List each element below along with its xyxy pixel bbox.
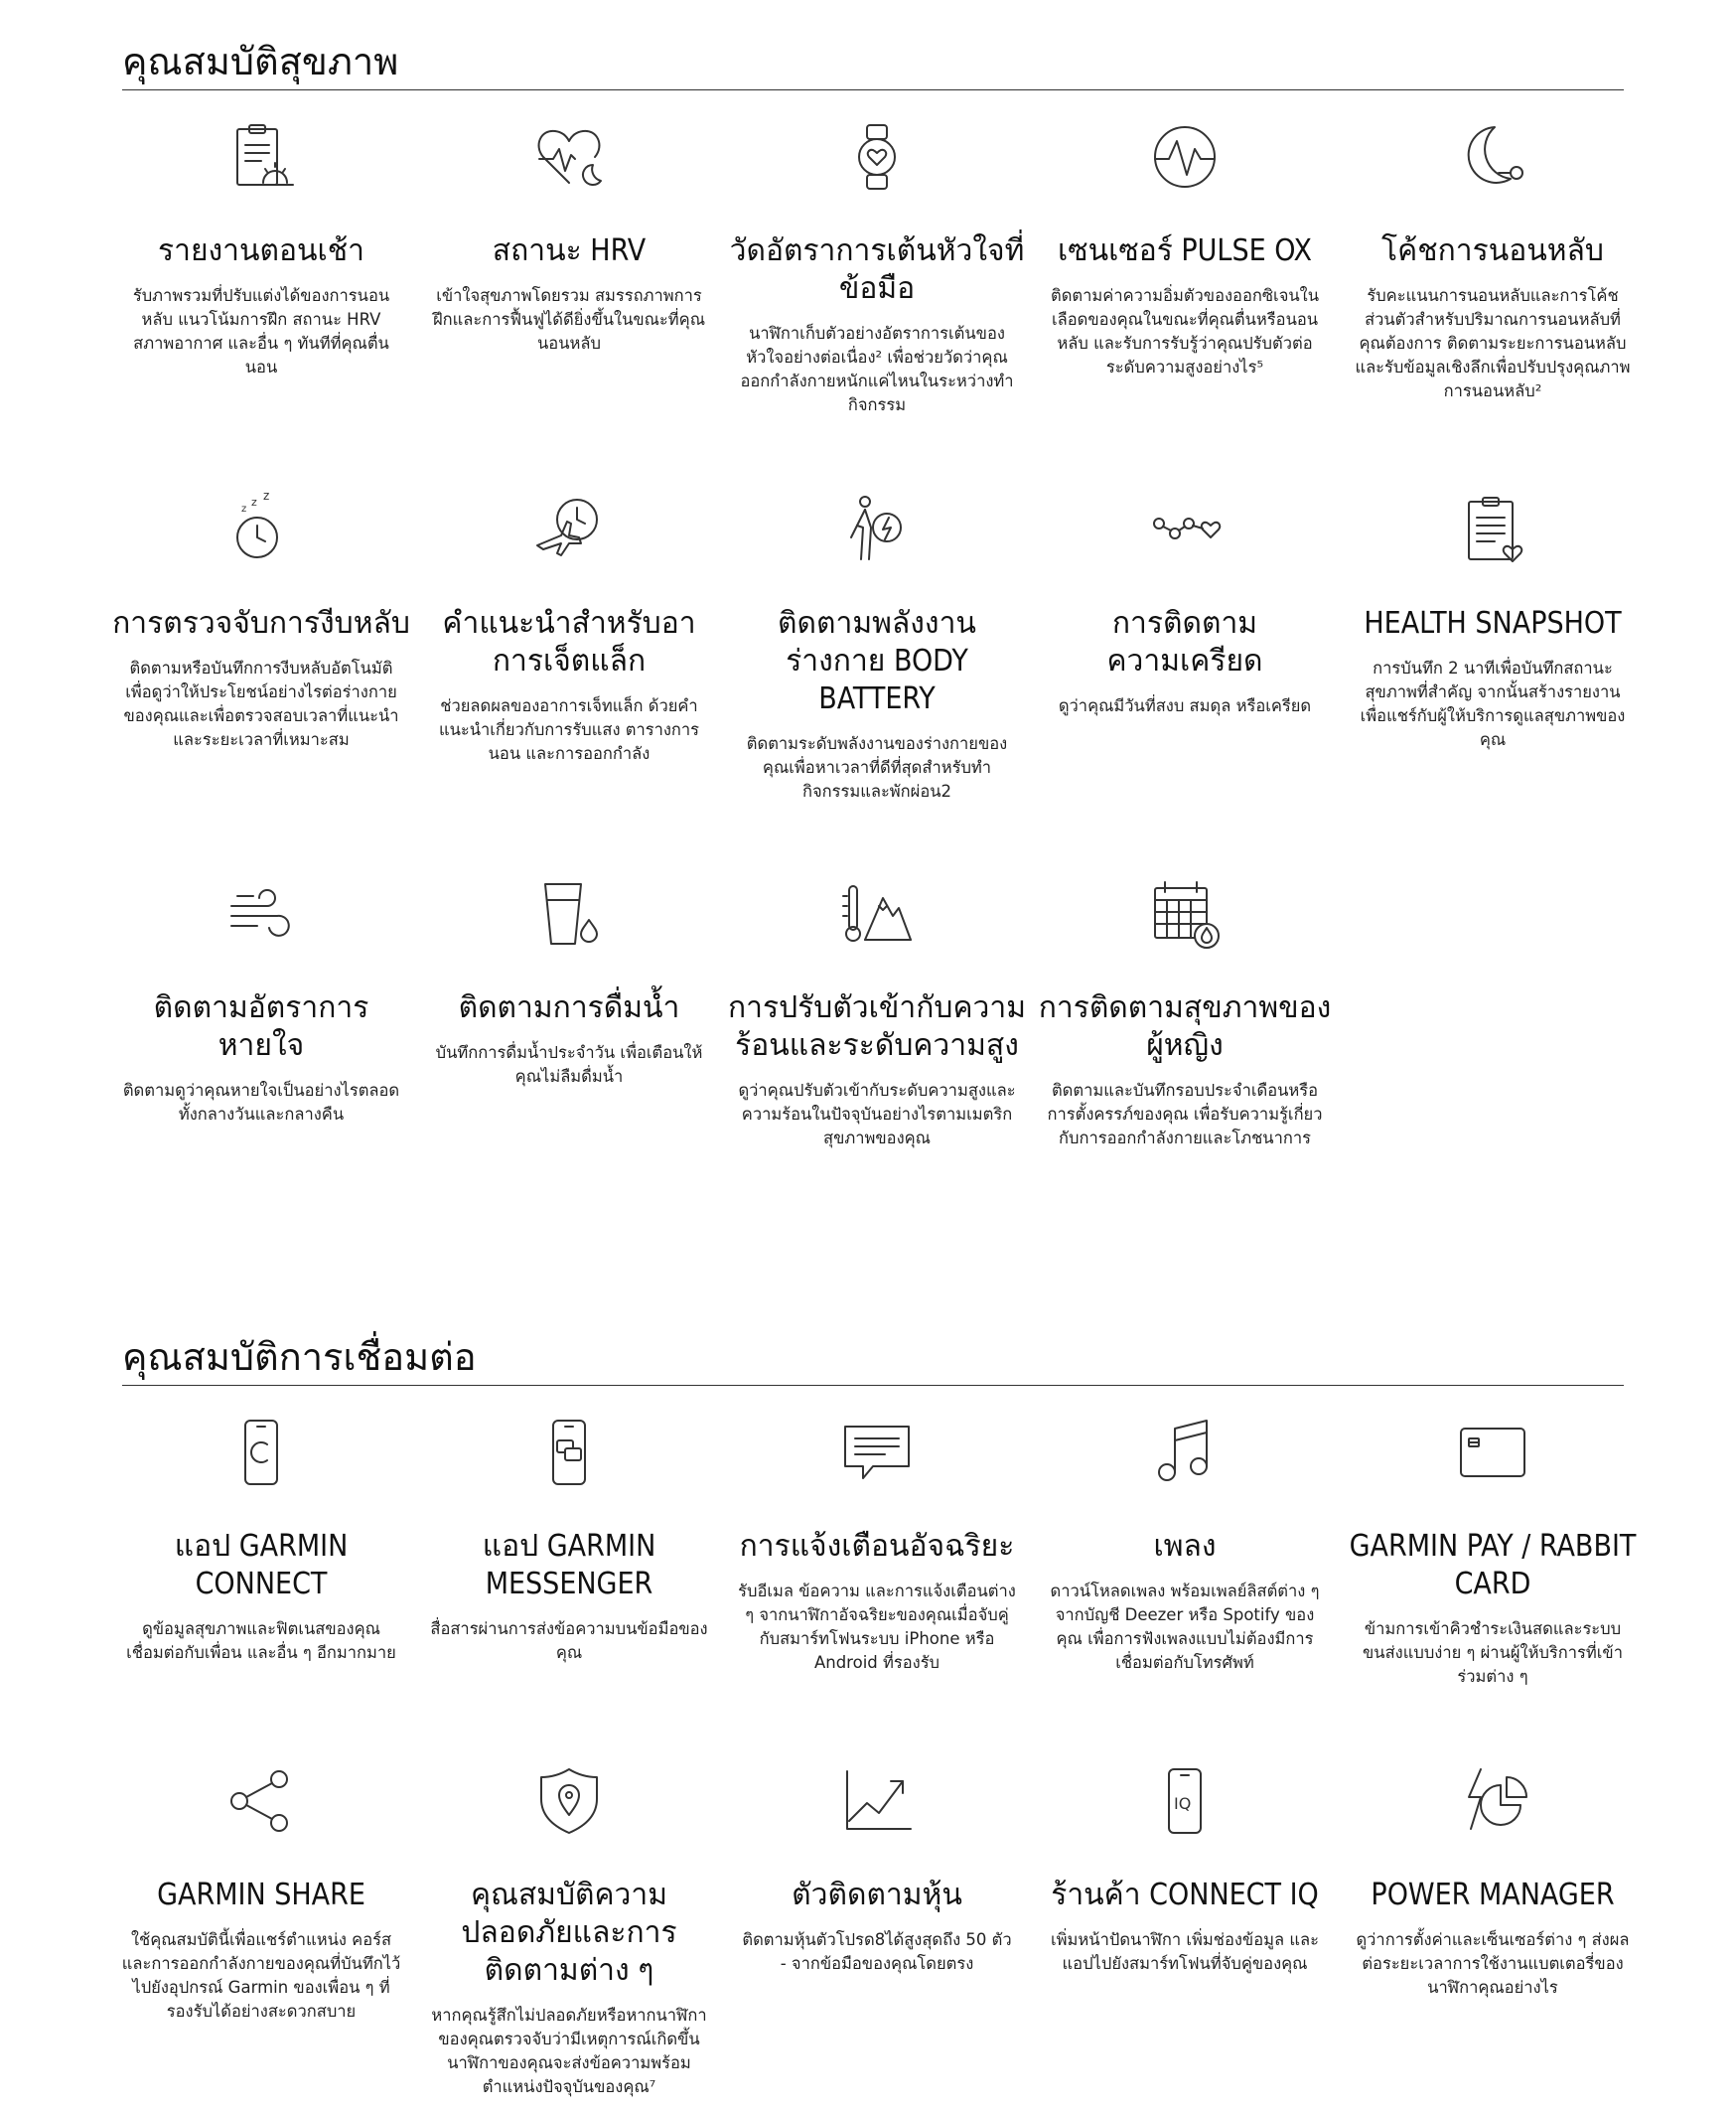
feature-description: ใช้คุณสมบัตินี้เพื่อแชร์ตำแหน่ง คอร์สและการออกกำลังกายของคุณที่บันทึกไว้ไปยังอุปกรณ์ Garmin ของเพื่อน ๆ ที่รองรับได้อย่างสะดวกสบาย — [121, 1930, 401, 2021]
feature-description: เพิ่มหน้าปัดนาฬิกา เพิ่มช่องข้อมูล และแอปไปยังสมาร์ทโฟนที่จับคู่ของคุณ — [1051, 1930, 1319, 1973]
feature-description: ข้ามการเข้าคิวชำระเงินสดและระบบขนส่งแบบง่าย ๆ ผ่านผู้ให้บริการที่เข้าร่วมต่าง ๆ — [1363, 1619, 1623, 1686]
feature-description: ติดตามระดับพลังงานของร่างกายของคุณเพื่อหาเวลาที่ดีที่สุดสำหรับทำกิจกรรมและพักผ่อน2 — [746, 734, 1008, 801]
feature-title: การแจ้งเตือนอัจฉริยะ — [739, 1529, 1015, 1564]
feature-title: ติดตามอัตราการหายใจ — [153, 990, 369, 1063]
feature-title: คุณสมบัติความปลอดภัยและการติดตามต่าง ๆ — [461, 1878, 677, 1988]
feature-smart-notifications — [728, 1415, 1026, 1675]
svg-text:z: z — [251, 496, 257, 509]
feature-garmin-connect-app — [112, 1415, 410, 1665]
feature-description: รับภาพรวมที่ปรับแต่งได้ของการนอนหลับ แนวโน้มการฝึก สถานะ HRV สภาพอากาศ และอื่น ๆ ทันทีที่คุณตื่นนอน — [132, 286, 390, 377]
feature-title: การตรวจจับการงีบหลับ — [112, 606, 410, 641]
feature-title: GARMIN PAY / RABBIT CARD — [1349, 1529, 1637, 1601]
connectivity-features-grid — [112, 0, 1642, 2114]
feature-title: POWER MANAGER — [1371, 1878, 1615, 1912]
feature-description: ดาวน์โหลดเพลง พร้อมเพลย์ลิสต์ต่าง ๆ จากบัญชี Deezer หรือ Spotify ของคุณ เพื่อการฟังเพลงแบบไม่ต้องมีการเชื่อมต่อกับโทรศัพท์ — [1050, 1582, 1320, 1672]
phone-connect-icon — [223, 1415, 299, 1490]
stock-chart-icon — [839, 1763, 915, 1839]
feature-garmin-share — [112, 1763, 410, 2024]
feature-description: รับอีเมล ข้อความ และการแจ้งเตือนต่าง ๆ จากนาฬิกาอัจฉริยะของคุณเมื่อจับคู่กับสมาร์ทโฟนระบบ iPhone หรือ Android ที่รองรับ — [738, 1582, 1016, 1672]
feature-title: คำแนะนำสำหรับอาการเจ็ตแล็ก — [442, 606, 696, 679]
feature-description: เข้าใจสุขภาพโดยรวม สมรรถภาพการฝึกและการฟื้นฟูได้ดียิ่งขึ้นในขณะที่คุณนอนหลับ — [432, 286, 706, 353]
feature-description: ติดตามค่าความอิ่มตัวของออกซิเจนในเลือดของคุณในขณะที่คุณตื่นหรือนอนหลับ และรับการรับรู้ว่าคุณปรับตัวต่อระดับความสูงอย่างไร⁵ — [1051, 286, 1319, 377]
svg-text:z: z — [263, 492, 270, 503]
feature-description: สื่อสารผ่านการส่งข้อความบนข้อมือของคุณ — [430, 1619, 708, 1662]
health-section-title: คุณสมบัติสุขภาพ — [122, 36, 1624, 90]
feature-description: นาฬิกาเก็บตัวอย่างอัตราการเต้นของหัวใจอย่างต่อเนื่อง² เพื่อช่วยวัดว่าคุณออกกำลังกายหนักแค่ไหนในระหว่างทำกิจกรรม — [740, 324, 1014, 414]
feature-title: โค้ชการนอนหลับ — [1381, 233, 1604, 268]
feature-title: HEALTH SNAPSHOT — [1364, 606, 1622, 641]
svg-text:z: z — [241, 504, 247, 515]
feature-title: ตัวติดตามหุ้น — [792, 1878, 962, 1912]
feature-description: ช่วยลดผลของอาการเจ็ทแล็ก ด้วยคำแนะนำเกี่ยวกับการรับแสง ตารางการนอน และการออกกำลัง — [438, 696, 700, 763]
feature-title: ติดตามพลังงานร่างกาย BODY BATTERY — [778, 606, 976, 716]
feature-power-manager — [1344, 1763, 1642, 2000]
feature-connect-iq-store — [1036, 1763, 1334, 1976]
feature-stock-tracker — [728, 1763, 1026, 1976]
feature-title: แอป GARMIN MESSENGER — [482, 1529, 656, 1601]
feature-garmin-pay — [1344, 1415, 1642, 1689]
feature-title: แอป GARMIN CONNECT — [174, 1529, 349, 1601]
phone-iq-icon — [1147, 1763, 1223, 1839]
feature-title: ติดตามการดื่มน้ำ — [458, 990, 680, 1025]
feature-description: ดูว่าคุณมีวันที่สงบ สมดุล หรือเครียด — [1058, 696, 1312, 715]
feature-title: เพลง — [1153, 1529, 1217, 1564]
feature-description: ติดตามหรือบันทึกการงีบหลับอัตโนมัติ เพื่อดูว่าให้ประโยชน์อย่างไรต่อร่างกายของคุณและเพื่อตรวจสอบเวลาที่แนะนำและระยะเวลาที่เหมาะสม — [123, 659, 399, 749]
feature-description: ติดตามหุ้นตัวโปรด8ได้สูงสุดถึง 50 ตัว - จากข้อมือของคุณโดยตรง — [742, 1930, 1012, 1973]
feature-title: สถานะ HRV — [492, 233, 647, 268]
feature-title: การติดตามความเครียด — [1106, 606, 1263, 679]
feature-title: GARMIN SHARE — [157, 1878, 365, 1912]
feature-description: ติดตามและบันทึกรอบประจำเดือนหรือการตั้งครรภ์ของคุณ เพื่อรับความรู้เกี่ยวกับการออกกำลังกายและโภชนาการ — [1047, 1081, 1323, 1147]
share-icon — [223, 1763, 299, 1839]
feature-description: ดูว่าการตั้งค่าและเซ็นเซอร์ต่าง ๆ ส่งผลต่อระยะเวลาการใช้งานแบตเตอรี่ของนาฬิกาคุณอย่างไร — [1356, 1930, 1630, 1997]
phone-messenger-icon — [531, 1415, 607, 1490]
feature-description: ติดตามดูว่าคุณหายใจเป็นอย่างไรตลอดทั้งกลางวันและกลางคืน — [122, 1081, 400, 1124]
message-icon — [839, 1415, 915, 1490]
feature-description: การบันทึก 2 นาทีเพื่อบันทึกสถานะสุขภาพที่สำคัญ จากนั้นสร้างรายงานเพื่อแชร์กับผู้ให้บริการดูแลสุขภาพของคุณ — [1360, 659, 1626, 749]
feature-title: ร้านค้า CONNECT IQ — [1051, 1878, 1319, 1912]
feature-title: เซนเซอร์ PULSE OX — [1057, 233, 1313, 268]
svg-text:IQ: IQ — [1174, 1794, 1192, 1813]
feature-title: การปรับตัวเข้ากับความร้อนและระดับความสูง — [728, 990, 1026, 1063]
shield-location-icon — [531, 1763, 607, 1839]
feature-description: รับคะแนนการนอนหลับและการโค้ชส่วนตัวสำหรับปริมาณการนอนหลับที่คุณต้องการ ติดตามระยะการนอนหลับและรับข้อมูลเชิงลึกเพื่อปรับปรุงคุณภาพการนอนหลับ² — [1355, 286, 1631, 400]
connectivity-section-title: คุณสมบัติการเชื่อมต่อ — [122, 1331, 1624, 1386]
feature-music — [1036, 1415, 1334, 1675]
feature-title: การติดตามสุขภาพของผู้หญิง — [1038, 990, 1332, 1063]
feature-description: ดูข้อมูลสุขภาพและฟิตเนสของคุณ เชื่อมต่อกับเพื่อน และอื่น ๆ อีกมากมาย — [126, 1619, 396, 1662]
power-gauge-icon — [1455, 1763, 1530, 1839]
feature-safety-tracking — [420, 1763, 718, 2099]
feature-description: หากคุณรู้สึกไม่ปลอดภัยหรือหากนาฬิกาของคุณตรวจจับว่ามีเหตุการณ์เกิดขึ้น นาฬิกาของคุณจะส่งข้อความพร้อมตำแหน่งปัจจุบันของคุณ⁷ — [431, 2006, 707, 2096]
feature-title: รายงานตอนเช้า — [157, 233, 364, 268]
feature-garmin-messenger-app — [420, 1415, 718, 1665]
music-note-icon — [1147, 1415, 1223, 1490]
feature-description: ดูว่าคุณปรับตัวเข้ากับระดับความสูงและความร้อนในปัจจุบันอย่างไรตามเมตริกสุขภาพของคุณ — [738, 1081, 1016, 1147]
feature-title: วัดอัตราการเต้นหัวใจที่ข้อมือ — [729, 233, 1025, 306]
feature-description: บันทึกการดื่มน้ำประจำวัน เพื่อเตือนให้คุณไม่ลืมดื่มน้ำ — [435, 1043, 703, 1086]
card-icon — [1455, 1415, 1530, 1490]
